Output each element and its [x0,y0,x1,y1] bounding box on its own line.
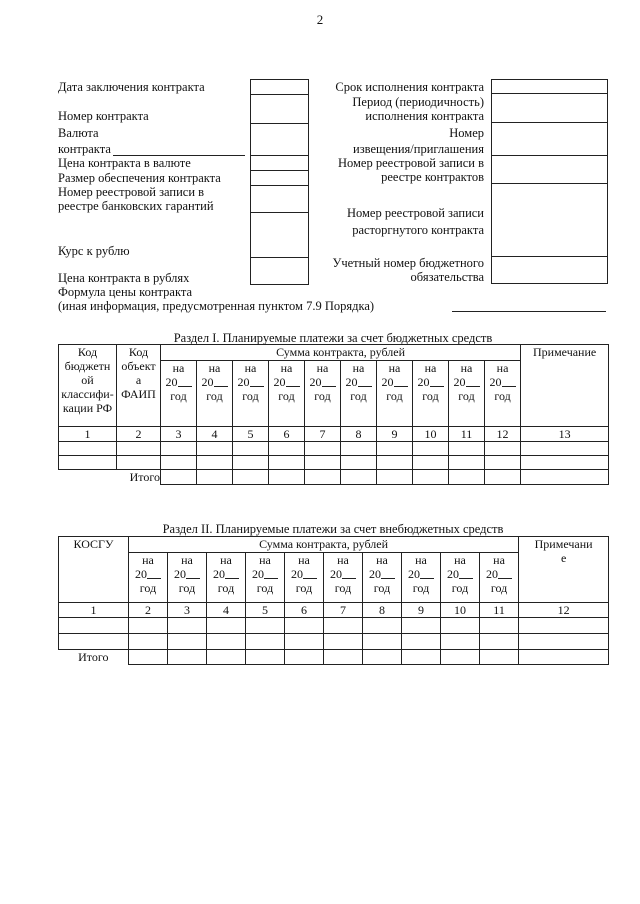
year-god-label: год [373,581,391,595]
note-header-2: Примечани е [519,537,609,603]
year-god-label: год [278,389,295,403]
section1-table [58,344,609,485]
year-god-label: год [139,581,157,595]
label-bank-reg-1: Номер реестровой записи в [58,185,205,199]
label-term: Срок исполнения контракта [335,80,484,94]
year-blank: 20 [341,375,376,389]
label-budget-obl-2: обязательства [410,270,484,284]
year-na-label: на [259,553,271,567]
year-blank: 20 [377,375,412,389]
year-heading-cell [246,553,285,603]
label-contract-date: Дата заключения контракта [58,80,205,94]
year-na-label: на [172,361,185,375]
year-na-label: на [424,361,437,375]
year-heading-cell [207,553,246,603]
year-blank: 20 [402,567,440,581]
year-blank: 20 [129,567,167,581]
sum-header-2: Сумма контракта, рублей [129,537,519,553]
year-na-label: на [376,553,388,567]
year-blank: 20 [197,375,232,389]
year-heading-cell [485,361,521,427]
label-currency-2: контракта [58,142,111,156]
year-god-label: год [178,581,196,595]
year-blank: 20 [269,375,304,389]
year-blank: 20 [285,567,323,581]
year-god-label: год [494,389,511,403]
year-blank: 20 [441,567,479,581]
numbers-row: 1 2 3 4 5 6 7 8 9 10 11 12 13 [59,427,609,442]
notice-field[interactable] [491,122,608,156]
total-row-2 [59,650,609,665]
year-blank: 20 [233,375,268,389]
year-heading-cell [197,361,233,427]
year-blank: 20 [161,375,196,389]
terminated-field[interactable] [491,183,608,257]
note-header: Примечание [521,345,609,427]
col-faip: Код объект а ФАИП [117,345,161,427]
year-heading-cell [449,361,485,427]
table-row[interactable] [59,634,609,650]
year-heading-cell [161,361,197,427]
year-na-label: на [454,553,466,567]
year-god-label: год [256,581,274,595]
sum-header: Сумма контракта, рублей [161,345,521,361]
year-heading-cell [233,361,269,427]
total-label-2: Итого [78,650,109,664]
year-heading-cell [168,553,207,603]
year-blank: 20 [305,375,340,389]
label-registry-1: Номер реестровой записи в [337,156,484,170]
label-formula: Формула цены контракта [58,285,193,299]
year-god-label: год [386,389,403,403]
label-other-info: (иная информация, предусмотренная пунктом 7.9 Порядка) [58,299,375,313]
year-na-label: на [244,361,257,375]
label-price-currency: Цена контракта в валюте [58,156,191,170]
year-na-label: на [298,553,310,567]
year-na-label: на [388,361,401,375]
section1-title: Раздел I. Планируемые платежи за счет бюджетных средств [173,331,493,345]
table-row[interactable] [59,618,609,634]
year-blank: 20 [207,567,245,581]
year-god-label: год [490,581,508,595]
year-god-label: год [334,581,352,595]
label-contract-number: Номер контракта [58,109,149,123]
year-na-label: на [493,553,505,567]
year-blank: 20 [485,375,520,389]
page-number: 2 [316,12,324,27]
year-na-label: на [415,553,427,567]
year-heading-cell [285,553,324,603]
year-heading-cell [305,361,341,427]
year-heading-cell [341,361,377,427]
year-na-label: на [142,553,154,567]
year-god-label: год [350,389,367,403]
col-kosgu: КОСГУ [59,537,129,603]
budget-obl-field[interactable] [491,256,608,284]
year-god-label: год [217,581,235,595]
year-god-label: год [458,389,475,403]
period-field[interactable] [491,93,608,123]
table-row[interactable] [59,442,609,456]
year-blank: 20 [363,567,401,581]
label-notice-2: извещения/приглашения [353,142,484,156]
other-info-underline [452,311,606,312]
registry-field[interactable] [491,155,608,184]
label-budget-obl-1: Учетный номер бюджетного [332,256,484,270]
year-god-label: год [295,581,313,595]
year-blank: 20 [168,567,206,581]
year-heading-cell [269,361,305,427]
year-god-label: год [242,389,259,403]
year-blank: 20 [246,567,284,581]
label-terminated-1: Номер реестровой записи [346,206,484,220]
year-heading-cell [129,553,168,603]
year-heading-cell [480,553,519,603]
numbers-row-2: 1 2 3 4 5 6 7 8 9 10 11 12 [59,603,609,618]
label-terminated-2: расторгнутого контракта [352,223,484,237]
year-blank: 20 [480,567,518,581]
label-period-2: исполнения контракта [365,109,484,123]
total-label: Итого [129,470,160,484]
year-heading-cell [441,553,480,603]
table-row[interactable] [59,456,609,470]
year-god-label: год [412,581,430,595]
total-row [59,470,609,485]
year-heading-cell [377,361,413,427]
section2-table [58,536,609,665]
year-na-label: на [496,361,509,375]
year-heading-cell [363,553,402,603]
year-heading-cell [413,361,449,427]
year-blank: 20 [413,375,448,389]
year-heading-cell [402,553,441,603]
year-na-label: на [280,361,293,375]
label-rate: Курс к рублю [58,244,130,258]
year-na-label: на [337,553,349,567]
label-security: Размер обеспечения контракта [58,171,221,185]
label-period-1: Период (периодичность) [352,95,484,109]
year-blank: 20 [449,375,484,389]
year-god-label: год [206,389,223,403]
year-blank: 20 [324,567,362,581]
label-price-rub: Цена контракта в рублях [58,271,190,285]
label-bank-reg-2: реестре банковских гарантий [58,199,214,213]
year-god-label: год [170,389,187,403]
year-god-label: год [451,581,469,595]
label-registry-2: реестре контрактов [381,170,484,184]
year-na-label: на [316,361,329,375]
year-na-label: на [181,553,193,567]
year-heading-cell [324,553,363,603]
year-na-label: на [220,553,232,567]
term-field[interactable] [491,79,608,94]
col-code-rf: Код бюджетн ой классифи- кации РФ [59,345,117,427]
year-god-label: год [422,389,439,403]
label-notice-1: Номер [449,126,484,140]
year-na-label: на [208,361,221,375]
year-god-label: год [314,389,331,403]
label-currency-1: Валюта [58,126,99,140]
section2-title: Раздел II. Планируемые платежи за счет внебюджетных средств [162,522,504,536]
year-na-label: на [352,361,365,375]
year-na-label: на [460,361,473,375]
